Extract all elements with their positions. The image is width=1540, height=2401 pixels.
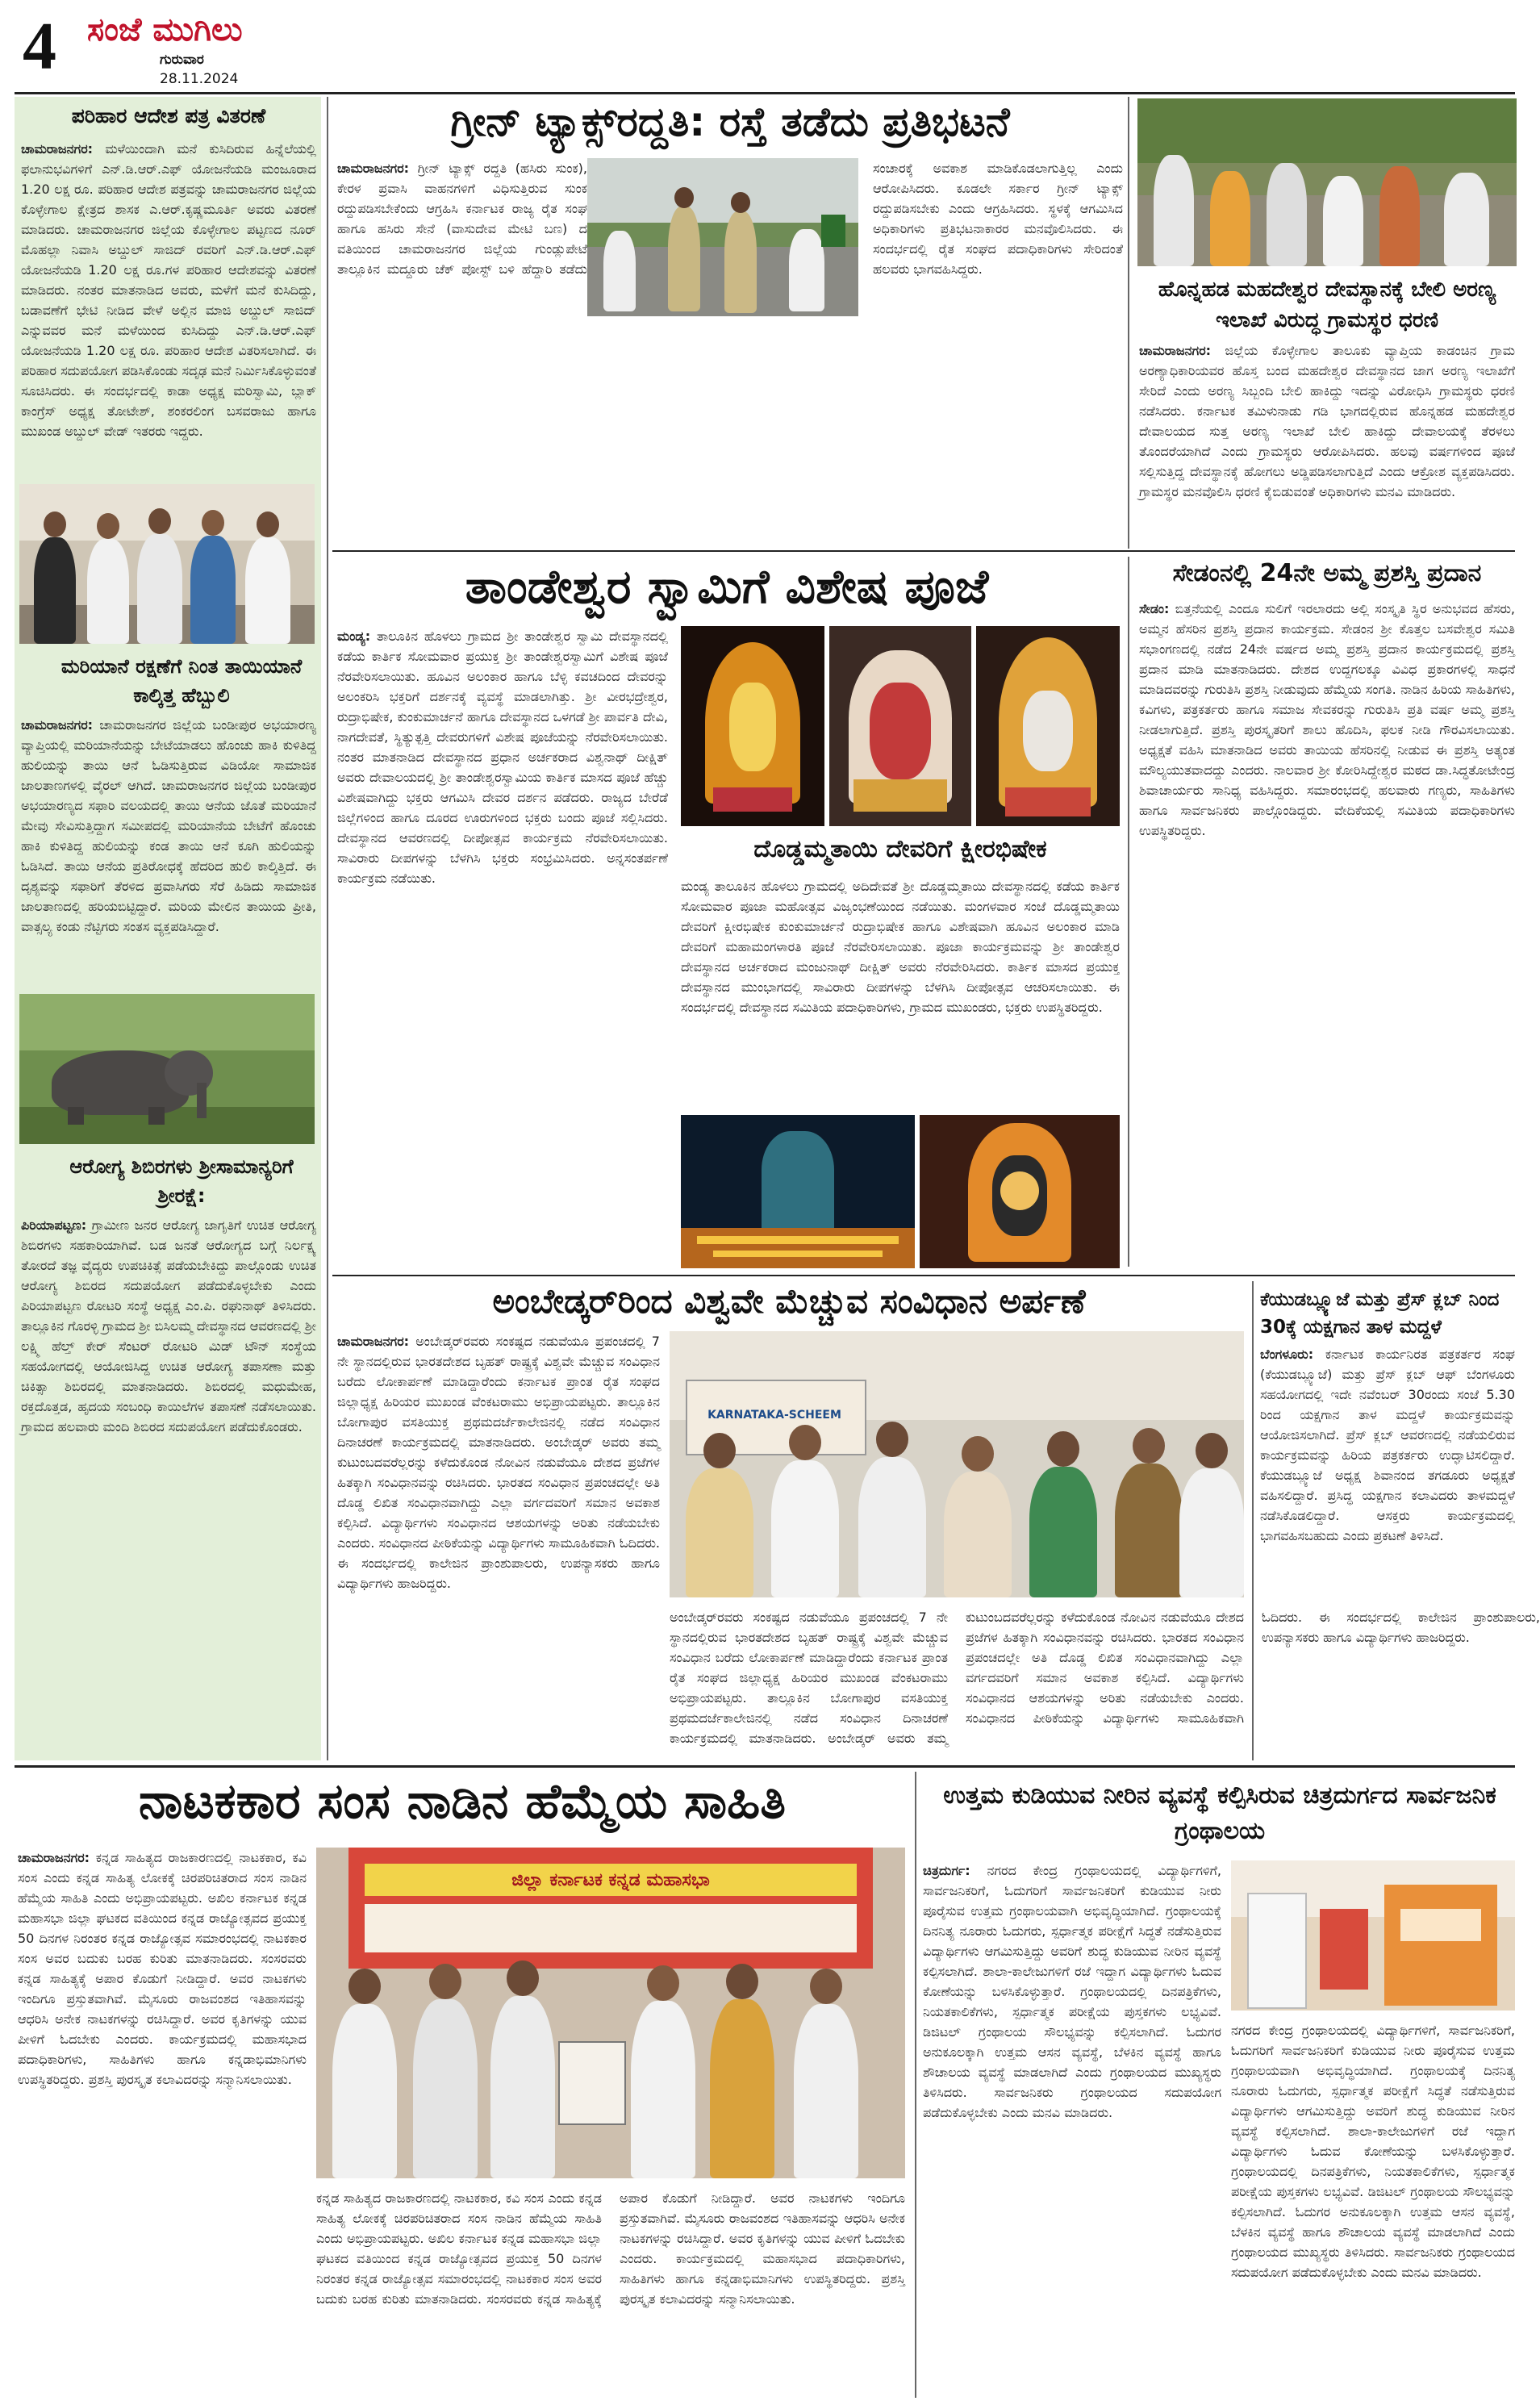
headline-keyudbukki: ಕೆಯುಡಬ್ಲ್ಯೂಜೆ ಮತ್ತು ಪ್ರೆಸ್ ಕ್ಲಬ್ ನಿಂದ 30ಕ್ಕೆ ಯಕ್ಷಗಾನ ತಾಳ ಮದ್ದಳೆ bbox=[1260, 1289, 1500, 1338]
dateline: ಚಾಮರಾಜನಗರ: bbox=[337, 1334, 410, 1349]
photo-water-purifier bbox=[1231, 1860, 1515, 2011]
photo-protest bbox=[587, 158, 858, 316]
page-number: 4 bbox=[23, 9, 56, 84]
article-body: ಗ್ರೀನ್ ಟ್ಯಾಕ್ಸ್ ರದ್ದತಿ (ಹಸಿರು ಸುಂಕ), ಕೇರಳ ಪ್ರವಾಸಿ ವಾಹನಗಳಿಗೆ ವಿಧಿಸುತ್ತಿರುವ ಸುಂಕ ರದ್ದುಪಡಿಸಬೇಕೆಂದು ಆಗ್ರಹಿಸಿ ಕರ್ನಾಟಕ ರಾಜ್ಯ ರೈತ ಸಂಘ ಹಾಗೂ ಹಸಿರು ಸೇನೆ (ವಾಸುದೇವ ಮೇಟಿ ಬಣ) ದ ವತಿಯಿಂದ ಚಾಮರಾಜನಗರ ಜಿಲ್ಲೆಯ ಗುಂಡ್ಲುಪೇಟೆ ತಾಲ್ಲೂಕಿನ ಮದ್ದೂರು ಚೆಕ್ ಪೋಸ್ಟ್ ಬಳಿ ಹೆದ್ದಾರಿ ತಡೆದು ಸಂಚಾರಕ್ಕೆ ಅವಕಾಶ ಮಾಡಿಕೊಡಲಾಗುತ್ತಿಲ್ಲ ಎಂದು ಆರೋಪಿಸಿದರು. ಕೂಡಲೇ ಸರ್ಕಾರ ಗ್ರೀನ್ ಟ್ಯಾಕ್ಸ್ ರದ್ದುಪಡಿಸಬೇಕು ಎಂದು ಆಗ್ರಹಿಸಿದರು. ಸ್ಥಳಕ್ಕೆ ಆಗಮಿಸಿದ ಅಧಿಕಾರಿಗಳು ಪ್ರತಿಭಟನಾಕಾರರ ಮನವೊಲಿಸಿದರು. ಈ ಸಂದರ್ಭದಲ್ಲಿ ರೈತ ಸಂಘದ ಪದಾಧಿಕಾರಿಗಳು ಸೇರಿದಂತೆ ಹಲವರು ಭಾಗವಹಿಸಿದ್ದರು. bbox=[337, 161, 1123, 277]
article-uttama-continued bbox=[1231, 2020, 1515, 2396]
photo-villagers-protest bbox=[1137, 98, 1517, 266]
weekday: ಗುರುವಾರ bbox=[160, 52, 204, 68]
headline-ambedkar: ಅಂಬೇಡ್ಕರ್‌ರಿಂದ ವಿಶ್ವವೇ ಮೆಚ್ಚುವ ಸಂವಿಧಾನ ಅರ್ಪಣೆ bbox=[492, 1281, 1086, 1321]
article-ambedkar-continued bbox=[670, 1607, 1540, 1757]
masthead-rule bbox=[15, 92, 1515, 94]
headline-natakakara: ನಾಟಕಕಾರ ಸಂಸ ನಾಡಿನ ಹೆಮ್ಮೆಯ ಸಾಹಿತಿ bbox=[138, 1773, 787, 1830]
article-body: ಕನ್ನಡ ಸಾಹಿತ್ಯದ ರಾಜಕಾರಣದಲ್ಲಿ ನಾಟಕಕಾರ, ಕವಿ ಸಂಸ ಎಂದು ಕನ್ನಡ ಸಾಹಿತ್ಯ ಲೋಕಕ್ಕೆ ಚಿರಪರಿಚಿತರಾದ ಸಂಸ ನಾಡಿನ ಹೆಮ್ಮೆಯ ಸಾಹಿತಿ ಎಂದು ಅಭಿಪ್ರಾಯಪಟ್ಟರು. ಅಖಿಲ ಕರ್ನಾಟಕ ಕನ್ನಡ ಮಹಾಸಭಾ ಜಿಲ್ಲಾ ಘಟಕದ ವತಿಯಿಂದ ಕನ್ನಡ ರಾಜ್ಯೋತ್ಸವದ ಪ್ರಯುಕ್ತ 50 ದಿನಗಳ ನಿರಂತರ ಕನ್ನಡ ರಾಜ್ಯೋತ್ಸವ ಸಮಾರಂಭದಲ್ಲಿ ನಾಟಕಕಾರ ಸಂಸ ಅವರ ಬದುಕು ಬರಹ ಕುರಿತು ಮಾತನಾಡಿದರು. ಸಂಸರವರು ಕನ್ನಡ ಸಾಹಿತ್ಯಕ್ಕೆ ಅಪಾರ ಕೊಡುಗೆ ನೀಡಿದ್ದಾರೆ. ಅವರ ನಾಟಕಗಳು ಇಂದಿಗೂ ಪ್ರಸ್ತುತವಾಗಿವೆ. ಮೈಸೂರು ರಾಜವಂಶದ ಇತಿಹಾಸವನ್ನು ಆಧರಿಸಿ ಅನೇಕ ನಾಟಕಗಳನ್ನು ರಚಿಸಿದ್ದಾರೆ. ಅವರ ಕೃತಿಗಳನ್ನು ಯುವ ಪೀಳಿಗೆ ಓದಬೇಕು ಎಂದರು. ಕಾರ್ಯಕ್ರಮದಲ್ಲಿ ಮಹಾಸಭಾದ ಪದಾಧಿಕಾರಿಗಳು, ಸಾಹಿತಿಗಳು ಹಾಗೂ ಕನ್ನಡಾಭಿಮಾನಿಗಳು ಉಪಸ್ಥಿತರಿದ್ದರು. ಪ್ರಶಸ್ತಿ ಪುರಸ್ಕೃತ ಕಲಾವಿದರನ್ನು ಸನ್ಮಾನಿಸಲಾಯಿತು. bbox=[18, 1850, 307, 2087]
section-rule bbox=[332, 550, 1515, 552]
headline-mariyane: ಮರಿಯಾನೆ ರಕ್ಷಣೆಗೆ ನಿಂತ ತಾಯಿಯಾನೆ ಕಾಲ್ಕಿತ್ತ ಹೆಬ್ಬುಲಿ bbox=[61, 655, 303, 707]
headline-seedanalli: ಸೇಡಂನಲ್ಲಿ 24ನೇ ಅಮ್ಮ ಪ್ರಶಸ್ತಿ ಪ್ರದಾನ bbox=[1172, 559, 1482, 587]
article-keyudbukki bbox=[1260, 1344, 1515, 1759]
headline-arogya: ಆರೋಗ್ಯ ಶಿಬಿರಗಳು ಶ್ರೀಸಾಮಾನ್ಯರಿಗೆ ಶ್ರೀರಕ್ಷೆ: bbox=[69, 1155, 294, 1207]
dateline: ಬೆಂಗಳೂರು: bbox=[1260, 1347, 1314, 1362]
article-ambedkar bbox=[337, 1331, 660, 1759]
headline-honnahada: ಹೊನ್ನಹಡ ಮಹದೇಶ್ವರ ದೇವಸ್ಥಾನಕ್ಕೆ ಬೇಲಿ ಅರಣ್ಯ ಇಲಾಖೆ ವಿರುದ್ಧ ಗ್ರಾಮಸ್ಥರ ಧರಣಿ bbox=[1158, 278, 1496, 332]
dateline: ಚಾಮರಾಜನಗರ: bbox=[1139, 343, 1212, 358]
article-natakakara-continued bbox=[316, 2188, 905, 2396]
article-arogya bbox=[21, 1215, 316, 1756]
photo-deity-2 bbox=[829, 626, 971, 826]
article-seedanalli bbox=[1139, 599, 1515, 1268]
headline-green-tax: ಗ್ರೀನ್ ಟ್ಯಾಕ್ಸ್‌ರದ್ದತಿ: ರಸ್ತೆ ತಡೆದು ಪ್ರತಿಭಟನೆ bbox=[450, 98, 1010, 145]
article-body: ಬಿತ್ತನೆಯಲ್ಲಿ ಎಂದೂ ಸುಲಿಗೆ ಇರಲಾರದು ಅಲ್ಲಿ ಸಂಸ್ಕೃತಿ ಸ್ಥಿರ ಅನುಭವದ ಹೆಸರು, ಅಮ್ಮನ ಹೆಸರಿನ ಪ್ರಶಸ್ತಿ ಪ್ರದಾನ ಕಾರ್ಯಕ್ರಮ. ಸೇಡಂನ ಶ್ರೀ ಕೊತ್ತಲ ಬಸವೇಶ್ವರ ಸಮಿತಿ ಸಭಾಂಗಣದಲ್ಲಿ ನಡೆದ 24ನೇ ವರ್ಷದ ಅಮ್ಮ ಪ್ರಶಸ್ತಿ ಪ್ರದಾನ ಕಾರ್ಯಕ್ರಮದಲ್ಲಿ ಪ್ರಶಸ್ತಿ ಪ್ರದಾನ ಮಾಡಿ ಮಾತನಾಡಿದರು. ದೇಶದ ಉದ್ದಗಲಕ್ಕೂ ವಿವಿಧ ಪ್ರಕಾರಗಳಲ್ಲಿ ಸಾಧನೆ ಮಾಡಿದವರನ್ನು ಗುರುತಿಸಿ ಪ್ರಶಸ್ತಿ ನೀಡುವುದು ಹೆಮ್ಮೆಯ ಸಂಗತಿ. ನಾಡಿನ ಹಿರಿಯ ಸಾಹಿತಿಗಳು, ಕವಿಗಳು, ಪತ್ರಕರ್ತರು ಹಾಗೂ ಸಮಾಜ ಸೇವಕರನ್ನು ಗುರುತಿಸಿ ಪ್ರತಿ ವರ್ಷ ಅಮ್ಮ ಪ್ರಶಸ್ತಿ ನೀಡಲಾಗುತ್ತಿದೆ. ಪ್ರಶಸ್ತಿ ಪುರಸ್ಕೃತರಿಗೆ ಶಾಲು ಹೊದಿಸಿ, ಫಲಕ ನೀಡಿ ಗೌರವಿಸಲಾಯಿತು. ಅಧ್ಯಕ್ಷತೆ ವಹಿಸಿ ಮಾತನಾಡಿದ ಅವರು ತಾಯಿಯ ಹೆಸರಿನಲ್ಲಿ ನೀಡುವ ಈ ಪ್ರಶಸ್ತಿ ಅತ್ಯಂತ ಮೌಲ್ಯಯುತವಾದದ್ದು ಎಂದರು. ನಾಲವಾರ ಶ್ರೀ ಕೋರಿಸಿದ್ದೇಶ್ವರ ಮಠದ ಡಾ.ಸಿದ್ಧತೋಟೇಂದ್ರ ಶಿವಾಚಾರ್ಯರು ಸಾನಿಧ್ಯ ವಹಿಸಿದ್ದರು. ಸಮಾರಂಭದಲ್ಲಿ ಹಲವಾರು ಗಣ್ಯರು, ಸಾಹಿತಿಗಳು ಹಾಗೂ ಸಾರ್ವಜನಿಕರು ಪಾಲ್ಗೊಂಡಿದ್ದರು. ವೇದಿಕೆಯಲ್ಲಿ ಸಮಿತಿಯ ಪದಾಧಿಕಾರಿಗಳು ಉಪಸ್ಥಿತರಿದ್ದರು. bbox=[1139, 601, 1515, 838]
headline-parihara: ಪರಿಹಾರ ಆದೇಶ ಪತ್ರ ವಿತರಣೆ bbox=[71, 104, 266, 127]
dateline: ಚಾಮರಾಜನಗರ: bbox=[18, 1850, 90, 1865]
masthead bbox=[15, 6, 313, 90]
photo-certificate-handover bbox=[19, 484, 315, 644]
section-rule bbox=[15, 1765, 1515, 1768]
paper-logo: ಸಂಜೆ ಮುಗಿಲು bbox=[87, 11, 243, 48]
article-parihara bbox=[21, 139, 316, 478]
headline-tandeshwara: ತಾಂಡೇಶ್ವರ ಸ್ವಾಮಿಗೆ ವಿಶೇಷ ಪೂಜೆ bbox=[465, 559, 989, 614]
column-divider bbox=[327, 97, 328, 1760]
headline-doddammathayi: ದೊಡ್ಡಮ್ಮತಾಯಿ ದೇವರಿಗೆ ಕ್ಷೀರಭಿಷೇಕ bbox=[753, 835, 1047, 863]
article-body: ತಾಲೂಕಿನ ಹೊಳಲು ಗ್ರಾಮದ ಶ್ರೀ ತಾಂಡೇಶ್ವರ ಸ್ವಾಮಿ ದೇವಸ್ಥಾನದಲ್ಲಿ ಕಡೆಯ ಕಾರ್ತಿಕ ಸೋಮವಾರ ಪ್ರಯುಕ್ತ ಶ್ರೀ ತಾಂಡೇಶ್ವರಸ್ವಾಮಿಗೆ ವಿಶೇಷ ಪೂಜೆ ನೆರವೇರಿಸಲಾಯಿತು. ಹೂವಿನ ಅಲಂಕಾರ ಹಾಗೂ ಬೆಳ್ಳಿ ಕವಚದಿಂದ ದೇವರನ್ನು ಅಲಂಕರಿಸಿ ಭಕ್ತರಿಗೆ ದರ್ಶನಕ್ಕೆ ವ್ಯವಸ್ಥೆ ಮಾಡಲಾಗಿತ್ತು. ಶ್ರೀ ವೀರಭದ್ರೇಶ್ವರ, ರುದ್ರಾಭಿಷೇಕ, ಕುಂಕುಮಾರ್ಚನೆ ಹಾಗೂ ದೇವಸ್ಥಾನದ ಒಳಗಡೆ ಶ್ರೀ ಪಾರ್ವತಿ ದೇವಿ, ನಾಗದೇವತೆ, ಸ್ಥಿತ್ಯುತ್ಪತ್ತಿ ದೇವರುಗಳಿಗೆ ವಿಶೇಷ ಪೂಜೆಯನ್ನು ನೆರವೇರಿಸಲಾಯಿತು. ನಂತರ ಮಾತನಾಡಿದ ದೇವಸ್ಥಾನದ ಪ್ರಧಾನ ಅರ್ಚಕರಾದ ವಿಶ್ವನಾಥ್ ದೀಕ್ಷಿತ್ ಅವರು ದೇವಾಲಯದಲ್ಲಿ ಶ್ರೀ ತಾಂಡೇಶ್ವರಸ್ವಾಮಿಯ ಕಾರ್ತಿಕ ಮಾಸದ ಪೂಜೆ ಹೆಚ್ಚು ವಿಶೇಷವಾಗಿದ್ದು ಭಕ್ತರು ಆಗಮಿಸಿ ದೇವರ ದರ್ಶನ ಪಡೆದರು. ರಾಜ್ಯದ ಬೇರೆಡೆ ಜಿಲ್ಲೆಗಳಿಂದ ಹಾಗೂ ದೂರದ ಊರುಗಳಿಂದ ಭಕ್ತರು ಬಂದು ಪೂಜೆ ಸಲ್ಲಿಸಿದರು. ದೇವಸ್ಥಾನದ ಆವರಣದಲ್ಲಿ ದೀಪೋತ್ಸವ ಕಾರ್ಯಕ್ರಮ ನೆರವೇರಿಸಲಾಯಿತು. ಸಾವಿರಾರು ದೀಪಗಳನ್ನು ಬೆಳಗಿಸಿ ಭಕ್ತರು ಸಂಭ್ರಮಿಸಿದರು. ಅನ್ನಸಂತರ್ಪಣೆ ಕಾರ್ಯಕ್ರಮ ನಡೆಯಿತು. bbox=[337, 628, 668, 886]
dateline: ಚಾಮರಾಜನಗರ: bbox=[21, 141, 94, 157]
column-divider bbox=[1128, 557, 1129, 1267]
article-doddammathayi bbox=[681, 876, 1120, 1110]
dateline: ಚಾಮರಾಜನಗರ: bbox=[21, 717, 94, 733]
dateline: ಪಿರಿಯಾಪಟ್ಟಣ: bbox=[21, 1217, 87, 1233]
article-body: ಕರ್ನಾಟಕ ಕಾರ್ಯನಿರತ ಪತ್ರಕರ್ತರ ಸಂಘ (ಕೆಯುಡಬ್ಲ್ಯೂಜೆ) ಮತ್ತು ಪ್ರೆಸ್ ಕ್ಲಬ್ ಆಫ್ ಬೆಂಗಳೂರು ಸಹಯೋಗದಲ್ಲಿ ಇದೇ ನವೆಂಬರ್ 30ರಂದು ಸಂಜೆ 5.30 ರಿಂದ ಯಕ್ಷಗಾನ ತಾಳ ಮದ್ದಳೆ ಕಾರ್ಯಕ್ರಮವನ್ನು ಆಯೋಜಿಸಲಾಗಿದೆ. ಪ್ರೆಸ್ ಕ್ಲಬ್ ಆವರಣದಲ್ಲಿ ನಡೆಯಲಿರುವ ಕಾರ್ಯಕ್ರಮವನ್ನು ಹಿರಿಯ ಪತ್ರಕರ್ತರು ಉದ್ಘಾಟಿಸಲಿದ್ದಾರೆ. ಕೆಯುಡಬ್ಲ್ಯೂಜೆ ಅಧ್ಯಕ್ಷ ಶಿವಾನಂದ ತಗಡೂರು ಅಧ್ಯಕ್ಷತೆ ವಹಿಸಲಿದ್ದಾರೆ. ಪ್ರಸಿದ್ಧ ಯಕ್ಷಗಾನ ಕಲಾವಿದರು ತಾಳಮದ್ದಳೆ ನಡೆಸಿಕೊಡಲಿದ್ದಾರೆ. ಆಸಕ್ತರು ಕಾರ್ಯಕ್ರಮದಲ್ಲಿ ಭಾಗವಹಿಸಬಹುದು ಎಂದು ಪ್ರಕಟಣೆ ತಿಳಿಸಿದೆ. bbox=[1260, 1347, 1515, 1543]
dateline: ಮಂಡ್ಯ: bbox=[337, 628, 371, 644]
photo-deity-1 bbox=[681, 626, 824, 826]
column-divider bbox=[1252, 1281, 1254, 1760]
headline-uttama: ಉತ್ತಮ ಕುಡಿಯುವ ನೀರಿನ ವ್ಯವಸ್ಥೆ ಕಲ್ಪಿಸಿರುವ ಚಿತ್ರದುರ್ಗದ ಸಾರ್ವಜನಿಕ ಗ್ರಂಥಾಲಯ bbox=[943, 1781, 1496, 1845]
photo-elephant bbox=[19, 994, 315, 1144]
article-body: ಮಳೆಯಿಂದಾಗಿ ಮನೆ ಕುಸಿದಿರುವ ಹಿನ್ನೆಲೆಯಲ್ಲಿ ಫಲಾನುಭವಿಗಳಿಗೆ ಎನ್.ಡಿ.ಆರ್.ಎಫ್ ಯೋಜನೆಯಡಿ ಮಂಜೂರಾದ 1.20 ಲಕ್ಷ ರೂ. ಪರಿಹಾರ ಆದೇಶ ಪತ್ರವನ್ನು ಚಾಮರಾಜನಗರ ಜಿಲ್ಲೆಯ ಕೊಳ್ಳೇಗಾಲ ಕ್ಷೇತ್ರದ ಶಾಸಕ ಎ.ಆರ್.ಕೃಷ್ಣಮೂರ್ತಿ ಅವರು ವಿತರಣೆ ಮಾಡಿದರು. ಚಾಮರಾಜನಗರ ಜಿಲ್ಲೆಯ ಕೊಳ್ಳೇಗಾಲ ಪಟ್ಟಣದ ನೂರ್ ಮೊಹಲ್ಲಾ ನಿವಾಸಿ ಅಬ್ದುಲ್ ಸಾಜಿದ್ ರವರಿಗೆ ಎನ್.ಡಿ.ಆರ್.ಎಫ್ ಯೋಜನೆಯಡಿ 1.20 ಲಕ್ಷ ರೂ.ಗಳ ಪರಿಹಾರ ಆದೇಶವನ್ನು ವಿತರಣೆ ಮಾಡಿದರು. ನಂತರ ಮಾತನಾಡಿದ ಅವರು, ಮಳೆಗೆ ಮನೆ ಕುಸಿದಿದ್ದು, ಬಡಾವಣೆಗೆ ಭೇಟಿ ನೀಡಿದ ವೇಳೆ ಅಲ್ಲಿನ ಮಾಜಿ ಅಬ್ದುಲ್ ಸಾಜಿದ್ ಎನ್ನುವವರ ಮನೆ ಮಳೆಯಿಂದ ಕುಸಿದಿದ್ದು ಎನ್.ಡಿ.ಆರ್.ಎಫ್ ಯೋಜನೆಯಡಿ 1.20 ಲಕ್ಷ ರೂ. ಪರಿಹಾರ ಆದೇಶ ವಿತರಿಸಲಾಗಿದೆ. ಈ ಪರಿಹಾರ ಸದುಪಯೋಗ ಪಡಿಸಿಕೊಂಡು ಸದೃಢ ಮನೆ ನಿರ್ಮಿಸಿಕೊಳ್ಳುವಂತೆ ಸೂಚಿಸಿದರು. ಈ ಸಂದರ್ಭದಲ್ಲಿ ಕಾಡಾ ಅಧ್ಯಕ್ಷ ಮರಿಸ್ವಾಮಿ, ಬ್ಲಾಕ್ ಕಾಂಗ್ರೆಸ್ ಅಧ್ಯಕ್ಷ ತೋಟೇಶ್, ಶಂಕರಲಿಂಗ ಬಸವರಾಜು ಹಾಗೂ ಮುಖಂಡ ಅಬ್ದುಲ್ ವೇಡ್ ಇತರರು ಇದ್ದರು. bbox=[21, 141, 316, 439]
banner-text: ಜಿಲ್ಲಾ ಕರ್ನಾಟಕ ಕನ್ನಡ ಮಹಾಸಭಾ bbox=[511, 1870, 710, 1890]
dateline: ಚಿತ್ರದುರ್ಗ: bbox=[923, 1863, 970, 1878]
article-honnahada bbox=[1139, 340, 1515, 542]
article-body: ಜಿಲ್ಲೆಯ ಕೊಳ್ಳೇಗಾಲ ತಾಲೂಕು ವ್ಯಾಪ್ತಿಯ ಕಾಡಂಚಿನ ಗ್ರಾಮ ಅರಣ್ಯಾಧಿಕಾರಿಯವರ ಹೊಸ್ತ ಬಂದ ಮಹದೇಶ್ವರ ದೇವಸ್ಥಾನದ ಜಾಗ ಅರಣ್ಯ ಇಲಾಖೆಗೆ ಸೇರಿದೆ ಎಂದು ಅರಣ್ಯ ಸಿಬ್ಬಂದಿ ಬೇಲಿ ಹಾಕಿದ್ದು ಇದನ್ನು ವಿರೋಧಿಸಿ ಗ್ರಾಮಸ್ಥರು ಧರಣಿ ನಡೆಸಿದರು. ಕರ್ನಾಟಕ ತಮಿಳುನಾಡು ಗಡಿ ಭಾಗದಲ್ಲಿರುವ ಹೊನ್ನಹಡ ಮಹದೇಶ್ವರ ದೇವಾಲಯದ ಸುತ್ತ ಅರಣ್ಯ ಇಲಾಖೆ ಬೇಲಿ ಹಾಕಿದ್ದು ದೇವಾಲಯಕ್ಕೆ ತೆರಳಲು ತೊಂದರೆಯಾಗಿದೆ ಎಂದು ಗ್ರಾಮಸ್ಥರು ಆರೋಪಿಸಿದರು. ಹಲವು ವರ್ಷಗಳಿಂದ ಪೂಜೆ ಸಲ್ಲಿಸುತ್ತಿದ್ದ ದೇವಸ್ಥಾನಕ್ಕೆ ಹೋಗಲು ಅಡ್ಡಿಪಡಿಸಲಾಗುತ್ತಿದೆ ಎಂದು ಆಕ್ರೋಶ ವ್ಯಕ್ತಪಡಿಸಿದರು. ಗ್ರಾಮಸ್ಥರ ಮನವೊಲಿಸಿ ಧರಣಿ ಕೈಬಿಡುವಂತೆ ಅಧಿಕಾರಿಗಳು ಮನವಿ ಮಾಡಿದರು. bbox=[1139, 343, 1515, 499]
photo-mahasabha-event bbox=[316, 1848, 905, 2178]
column-divider bbox=[915, 1772, 916, 2398]
column-divider bbox=[1128, 97, 1129, 549]
article-body: ಕನ್ನಡ ಸಾಹಿತ್ಯದ ರಾಜಕಾರಣದಲ್ಲಿ ನಾಟಕಕಾರ, ಕವಿ ಸಂಸ ಎಂದು ಕನ್ನಡ ಸಾಹಿತ್ಯ ಲೋಕಕ್ಕೆ ಚಿರಪರಿಚಿತರಾದ ಸಂಸ ನಾಡಿನ ಹೆಮ್ಮೆಯ ಸಾಹಿತಿ ಎಂದು ಅಭಿಪ್ರಾಯಪಟ್ಟರು. ಅಖಿಲ ಕರ್ನಾಟಕ ಕನ್ನಡ ಮಹಾಸಭಾ ಜಿಲ್ಲಾ ಘಟಕದ ವತಿಯಿಂದ ಕನ್ನಡ ರಾಜ್ಯೋತ್ಸವದ ಪ್ರಯುಕ್ತ 50 ದಿನಗಳ ನಿರಂತರ ಕನ್ನಡ ರಾಜ್ಯೋತ್ಸವ ಸಮಾರಂಭದಲ್ಲಿ ನಾಟಕಕಾರ ಸಂಸ ಅವರ ಬದುಕು ಬರಹ ಕುರಿತು ಮಾತನಾಡಿದರು. ಸಂಸರವರು ಕನ್ನಡ ಸಾಹಿತ್ಯಕ್ಕೆ ಅಪಾರ ಕೊಡುಗೆ ನೀಡಿದ್ದಾರೆ. ಅವರ ನಾಟಕಗಳು ಇಂದಿಗೂ ಪ್ರಸ್ತುತವಾಗಿವೆ. ಮೈಸೂರು ರಾಜವಂಶದ ಇತಿಹಾಸವನ್ನು ಆಧರಿಸಿ ಅನೇಕ ನಾಟಕಗಳನ್ನು ರಚಿಸಿದ್ದಾರೆ. ಅವರ ಕೃತಿಗಳನ್ನು ಯುವ ಪೀಳಿಗೆ ಓದಬೇಕು ಎಂದರು. ಕಾರ್ಯಕ್ರಮದಲ್ಲಿ ಮಹಾಸಭಾದ ಪದಾಧಿಕಾರಿಗಳು, ಸಾಹಿತಿಗಳು ಹಾಗೂ ಕನ್ನಡಾಭಿಮಾನಿಗಳು ಉಪಸ್ಥಿತರಿದ್ದರು. ಪ್ರಶಸ್ತಿ ಪುರಸ್ಕೃತ ಕಲಾವಿದರನ್ನು ಸನ್ಮಾನಿಸಲಾಯಿತು. bbox=[316, 2190, 905, 2307]
photo-deity-4 bbox=[920, 1115, 1120, 1268]
photo-constitution-day bbox=[670, 1331, 1244, 1597]
section-rule bbox=[332, 1275, 1515, 1276]
date: 28.11.2024 bbox=[160, 71, 239, 87]
article-body: ನಗರದ ಕೇಂದ್ರ ಗ್ರಂಥಾಲಯದಲ್ಲಿ ವಿದ್ಯಾರ್ಥಿಗಳಿಗೆ, ಸಾರ್ವಜನಿಕರಿಗೆ, ಓದುಗರಿಗೆ ಸಾರ್ವಜನಿಕರಿಗೆ ಕುಡಿಯುವ ನೀರು ಪೂರೈಸುವ ಉತ್ತಮ ಗ್ರಂಥಾಲಯವಾಗಿ ಅಭಿವೃದ್ಧಿಯಾಗಿದೆ. ಗ್ರಂಥಾಲಯಕ್ಕೆ ದಿನನಿತ್ಯ ನೂರಾರು ಓದುಗರು, ಸ್ಪರ್ಧಾತ್ಮಕ ಪರೀಕ್ಷೆಗೆ ಸಿದ್ಧತೆ ನಡೆಸುತ್ತಿರುವ ವಿದ್ಯಾರ್ಥಿಗಳು ಆಗಮಿಸುತ್ತಿದ್ದು ಅವರಿಗೆ ಶುದ್ಧ ಕುಡಿಯುವ ನೀರಿನ ವ್ಯವಸ್ಥೆ ಕಲ್ಪಿಸಲಾಗಿದೆ. ಶಾಲಾ-ಕಾಲೇಜುಗಳಿಗೆ ರಜೆ ಇದ್ದಾಗ ವಿದ್ಯಾರ್ಥಿಗಳು ಓದುವ ಕೋಣೆಯನ್ನು ಬಳಸಿಕೊಳ್ಳುತ್ತಾರೆ. ಗ್ರಂಥಾಲಯದಲ್ಲಿ ದಿನಪತ್ರಿಕೆಗಳು, ನಿಯತಕಾಲಿಕೆಗಳು, ಸ್ಪರ್ಧಾತ್ಮಕ ಪರೀಕ್ಷೆಯ ಪುಸ್ತಕಗಳು ಲಭ್ಯವಿವೆ. ಡಿಜಿಟಲ್ ಗ್ರಂಥಾಲಯ ಸೌಲಭ್ಯವನ್ನು ಕಲ್ಪಿಸಲಾಗಿದೆ. ಓದುಗರ ಅನುಕೂಲಕ್ಕಾಗಿ ಉತ್ತಮ ಆಸನ ವ್ಯವಸ್ಥೆ, ಬೆಳಕಿನ ವ್ಯವಸ್ಥೆ ಹಾಗೂ ಶೌಚಾಲಯ ವ್ಯವಸ್ಥೆ ಮಾಡಲಾಗಿದೆ ಎಂದು ಗ್ರಂಥಾಲಯದ ಮುಖ್ಯಸ್ಥರು ತಿಳಿಸಿದರು. ಸಾರ್ವಜನಿಕರು ಗ್ರಂಥಾಲಯದ ಸದುಪಯೋಗ ಪಡೆದುಕೊಳ್ಳಬೇಕು ಎಂದು ಮನವಿ ಮಾಡಿದರು. bbox=[1231, 2023, 1515, 2280]
article-body: ಮಂಡ್ಯ ತಾಲೂಕಿನ ಹೊಳಲು ಗ್ರಾಮದಲ್ಲಿ ಅದಿದೇವತೆ ಶ್ರೀ ದೊಡ್ಡಮ್ಮತಾಯಿ ದೇವಸ್ಥಾನದಲ್ಲಿ ಕಡೆಯ ಕಾರ್ತಿಕ ಸೋಮವಾರ ಪೂಜಾ ಮಹೋತ್ಸವ ವಿಜೃಂಭಣೆಯಿಂದ ನಡೆಯಿತು. ಮಂಗಳವಾರ ಸಂಜೆ ದೊಡ್ಡಮ್ಮತಾಯಿ ದೇವರಿಗೆ ಕ್ಷೀರಭಿಷೇಕ ಕುಂಕುಮಾರ್ಚನೆ ರುದ್ರಾಭಿಷೇಕ ಹಾಗೂ ವಿಶೇಷವಾಗಿ ಹೂವಿನ ಅಲಂಕಾರ ಮಾಡಿ ದೇವರಿಗೆ ಮಹಾಮಂಗಳಾರತಿ ಪೂಜೆ ನೆರವೇರಿಸಲಾಯಿತು. ಪೂಜಾ ಕಾರ್ಯಕ್ರಮವನ್ನು ಶ್ರೀ ತಾಂಡೇಶ್ವರ ದೇವಸ್ಥಾನದ ಅರ್ಚಕರಾದ ಮಂಜುನಾಥ್ ದೀಕ್ಷಿತ್ ಅವರು ನೆರವೇರಿಸಿದರು. ಕಾರ್ತಿಕ ಮಾಸದ ಪ್ರಯುಕ್ತ ದೇವಸ್ಥಾನದ ಮುಂಭಾಗದಲ್ಲಿ ಸಾವಿರಾರು ದೀಪಗಳನ್ನು ಬೆಳಗಿಸಿ ದೀಪೋತ್ಸವ ಆಚರಿಸಲಾಯಿತು. ಈ ಸಂದರ್ಭದಲ್ಲಿ ದೇವಸ್ಥಾನದ ಸಮಿತಿಯ ಪದಾಧಿಕಾರಿಗಳು, ಗ್ರಾಮದ ಮುಖಂಡರು, ಭಕ್ತರು ಉಪಸ್ಥಿತರಿದ್ದರು. bbox=[681, 879, 1120, 1015]
photo-temple-lamps bbox=[681, 1115, 915, 1268]
article-body: ನಗರದ ಕೇಂದ್ರ ಗ್ರಂಥಾಲಯದಲ್ಲಿ ವಿದ್ಯಾರ್ಥಿಗಳಿಗೆ, ಸಾರ್ವಜನಿಕರಿಗೆ, ಓದುಗರಿಗೆ ಸಾರ್ವಜನಿಕರಿಗೆ ಕುಡಿಯುವ ನೀರು ಪೂರೈಸುವ ಉತ್ತಮ ಗ್ರಂಥಾಲಯವಾಗಿ ಅಭಿವೃದ್ಧಿಯಾಗಿದೆ. ಗ್ರಂಥಾಲಯಕ್ಕೆ ದಿನನಿತ್ಯ ನೂರಾರು ಓದುಗರು, ಸ್ಪರ್ಧಾತ್ಮಕ ಪರೀಕ್ಷೆಗೆ ಸಿದ್ಧತೆ ನಡೆಸುತ್ತಿರುವ ವಿದ್ಯಾರ್ಥಿಗಳು ಆಗಮಿಸುತ್ತಿದ್ದು ಅವರಿಗೆ ಶುದ್ಧ ಕುಡಿಯುವ ನೀರಿನ ವ್ಯವಸ್ಥೆ ಕಲ್ಪಿಸಲಾಗಿದೆ. ಶಾಲಾ-ಕಾಲೇಜುಗಳಿಗೆ ರಜೆ ಇದ್ದಾಗ ವಿದ್ಯಾರ್ಥಿಗಳು ಓದುವ ಕೋಣೆಯನ್ನು ಬಳಸಿಕೊಳ್ಳುತ್ತಾರೆ. ಗ್ರಂಥಾಲಯದಲ್ಲಿ ದಿನಪತ್ರಿಕೆಗಳು, ನಿಯತಕಾಲಿಕೆಗಳು, ಸ್ಪರ್ಧಾತ್ಮಕ ಪರೀಕ್ಷೆಯ ಪುಸ್ತಕಗಳು ಲಭ್ಯವಿವೆ. ಡಿಜಿಟಲ್ ಗ್ರಂಥಾಲಯ ಸೌಲಭ್ಯವನ್ನು ಕಲ್ಪಿಸಲಾಗಿದೆ. ಓದುಗರ ಅನುಕೂಲಕ್ಕಾಗಿ ಉತ್ತಮ ಆಸನ ವ್ಯವಸ್ಥೆ, ಬೆಳಕಿನ ವ್ಯವಸ್ಥೆ ಹಾಗೂ ಶೌಚಾಲಯ ವ್ಯವಸ್ಥೆ ಮಾಡಲಾಗಿದೆ ಎಂದು ಗ್ರಂಥಾಲಯದ ಮುಖ್ಯಸ್ಥರು ತಿಳಿಸಿದರು. ಸಾರ್ವಜನಿಕರು ಗ್ರಂಥಾಲಯದ ಸದುಪಯೋಗ ಪಡೆದುಕೊಳ್ಳಬೇಕು ಎಂದು ಮನವಿ ಮಾಡಿದರು. bbox=[923, 1863, 1221, 2120]
article-body: ಅಂಬೇಡ್ಕರ್‌ರವರು ಸಂಕಷ್ಟದ ನಡುವೆಯೂ ಪ್ರಪಂಚದಲ್ಲಿ 7 ನೇ ಸ್ಥಾನದಲ್ಲಿರುವ ಭಾರತದೇಶದ ಬೃಹತ್ ರಾಷ್ಟ್ರಕ್ಕೆ ವಿಶ್ವವೇ ಮೆಚ್ಚುವ ಸಂವಿಧಾನ ಬರೆದು ಲೋಕಾರ್ಪಣೆ ಮಾಡಿದ್ದಾರೆಂದು ಕರ್ನಾಟಕ ಪ್ರಾಂತ ರೈತ ಸಂಘದ ಜಿಲ್ಲಾಧ್ಯಕ್ಷ ಹಿರಿಯರ ಮುಖಂಡ ವೆಂಕಟರಾಮು ಅಭಿಪ್ರಾಯಪಟ್ಟರು. ತಾಲ್ಲೂಕಿನ ಬೋಗಾಪುರ ವಸತಿಯುಕ್ತ ಪ್ರಥಮದರ್ಜೆಕಾಲೇಜಿನಲ್ಲಿ ನಡೆದ ಸಂವಿಧಾನ ದಿನಾಚರಣೆ ಕಾರ್ಯಕ್ರಮದಲ್ಲಿ ಮಾತನಾಡಿದರು. ಅಂಬೇಡ್ಕರ್ ಅವರು ತಮ್ಮ ಕುಟುಂಬದವರೆಲ್ಲರನ್ನು ಕಳೆದುಕೊಂಡ ನೋವಿನ ನಡುವೆಯೂ ದೇಶದ ಪ್ರಜೆಗಳ ಹಿತಕ್ಕಾಗಿ ಸಂವಿಧಾನವನ್ನು ರಚಿಸಿದರು. ಭಾರತದ ಸಂವಿಧಾನ ಪ್ರಪಂಚದಲ್ಲೇ ಅತಿ ದೊಡ್ಡ ಲಿಖಿತ ಸಂವಿಧಾನವಾಗಿದ್ದು ಎಲ್ಲಾ ವರ್ಗದವರಿಗೆ ಸಮಾನ ಅವಕಾಶ ಕಲ್ಪಿಸಿದೆ. ವಿದ್ಯಾರ್ಥಿಗಳು ಸಂವಿಧಾನದ ಆಶಯಗಳನ್ನು ಅರಿತು ನಡೆಯಬೇಕು ಎಂದರು. ಸಂವಿಧಾನದ ಪೀಠಿಕೆಯನ್ನು ವಿದ್ಯಾರ್ಥಿಗಳು ಸಾಮೂಹಿಕವಾಗಿ ಓದಿದರು. ಈ ಸಂದರ್ಭದಲ್ಲಿ ಕಾಲೇಜಿನ ಪ್ರಾಂಶುಪಾಲರು, ಉಪನ್ಯಾಸಕರು ಹಾಗೂ ವಿದ್ಯಾರ್ಥಿಗಳು ಹಾಜರಿದ್ದರು. bbox=[670, 1610, 1540, 1746]
article-body: ಗ್ರಾಮೀಣ ಜನರ ಆರೋಗ್ಯ ಜಾಗೃತಿಗೆ ಉಚಿತ ಆರೋಗ್ಯ ಶಿಬಿರಗಳು ಸಹಕಾರಿಯಾಗಿವೆ. ಬಡ ಜನತೆ ಆರೋಗ್ಯದ ಬಗ್ಗೆ ನಿರ್ಲಕ್ಷ್ಯ ತೋರದೆ ತಜ್ಞ ವೈದ್ಯರು ಉಪಚಿಕಿತ್ಸೆ ಪಡೆಯಬೇಕಿದ್ದು ಪಾಲ್ಗೊಂಡು ಉಚಿತ ಆರೋಗ್ಯ ಶಿಬಿರದ ಸದುಪಯೋಗ ಪಡೆದುಕೊಳ್ಳಬೇಕು ಎಂದು ಪಿರಿಯಾಪಟ್ಟಣ ರೋಟರಿ ಸಂಸ್ಥೆ ಅಧ್ಯಕ್ಷ ಎಂ.ಪಿ. ರಘುನಾಥ್ ತಿಳಿಸಿದರು. ತಾಲ್ಲೂಕಿನ ಗೊರಳ್ಳಿ ಗ್ರಾಮದ ಶ್ರೀ ಬಿಸಿಲಮ್ಮ ದೇವಸ್ಥಾನದ ಆವರಣದಲ್ಲಿ ಶ್ರೀ ಲಕ್ಷ್ಮಿ ಹೆಲ್ತ್ ಕೇರ್ ಸೆಂಟರ್ ರೋಟರಿ ಮಿಡ್ ಟೌನ್ ಸಂಸ್ಥೆಯ ಸಹಯೋಗದಲ್ಲಿ ಆಯೋಜಿಸಿದ್ದ ಉಚಿತ ಆರೋಗ್ಯ ತಪಾಸಣಾ ಮತ್ತು ಚಿಕಿತ್ಸಾ ಶಿಬಿರದಲ್ಲಿ ಮಾತನಾಡಿದರು. ಶಿಬಿರದಲ್ಲಿ ಮಧುಮೇಹ, ರಕ್ತದೊತ್ತಡ, ಹೃದಯ ಸಂಬಂಧಿ ಕಾಯಿಲೆಗಳ ತಪಾಸಣೆ ನಡೆಸಲಾಯಿತು. ಗ್ರಾಮದ ಹಲವಾರು ಮಂದಿ ಶಿಬಿರದ ಸದುಪಯೋಗ ಪಡೆದುಕೊಂಡರು. bbox=[21, 1217, 316, 1434]
article-body: ಚಾಮರಾಜನಗರ ಜಿಲ್ಲೆಯ ಬಂಡೀಪುರ ಅಭಯಾರಣ್ಯ ವ್ಯಾಪ್ತಿಯಲ್ಲಿ ಮರಿಯಾನೆಯನ್ನು ಬೇಟೆಯಾಡಲು ಹೊಂಚು ಹಾಕಿ ಕುಳಿತಿದ್ದ ಹುಲಿಯನ್ನು ತಾಯಿ ಆನೆ ಓಡಿಸುತ್ತಿರುವ ವಿಡಿಯೋ ಸಾಮಾಜಿಕ ಜಾಲತಾಣಗಳಲ್ಲಿ ವೈರಲ್ ಆಗಿದೆ. ಚಾಮರಾಜನಗರ ಜಿಲ್ಲೆಯ ಬಂಡೀಪುರ ಅಭಯಾರಣ್ಯದ ಸಫಾರಿ ವಲಯದಲ್ಲಿ ತಾಯಿ ಆನೆಯ ಜೊತೆ ಮರಿಯಾನೆ ಮೇವು ಸೇವಿಸುತ್ತಿದ್ದಾಗ ಸಮೀಪದಲ್ಲಿ ಮರಿಯಾನೆಯ ಬೇಟೆಗೆ ಹೊಂಚು ಹಾಕಿ ಕುಳಿತಿದ್ದ ಹುಲಿಯನ್ನು ಕಂಡ ತಾಯಿ ಆನೆ ಕೂಗಿ ಹುಲಿಯನ್ನು ಓಡಿಸಿದೆ. ತಾಯಿ ಆನೆಯ ಪ್ರತಿರೋಧಕ್ಕೆ ಹೆದರಿದ ಹುಲಿ ಕಾಲ್ಕಿತ್ತಿದೆ. ಈ ದೃಶ್ಯವನ್ನು ಸಫಾರಿಗೆ ತೆರಳಿದ ಪ್ರವಾಸಿಗರು ಸೆರೆ ಹಿಡಿದು ಸಾಮಾಜಿಕ ಜಾಲತಾಣದಲ್ಲಿ ಹರಿಯಬಿಟ್ಟಿದ್ದಾರೆ. ಮರಿಯ ಮೇಲಿನ ತಾಯಿಯ ಪ್ರೀತಿ, ವಾತ್ಸಲ್ಯ ಕಂಡು ನೆಟ್ಟಿಗರು ಸಂತಸ ವ್ಯಕ್ತಪಡಿಸಿದ್ದಾರೆ. bbox=[21, 717, 316, 934]
photo-deity-3 bbox=[976, 626, 1120, 826]
dateline: ಚಾಮರಾಜನಗರ: bbox=[337, 161, 410, 176]
article-natakakara bbox=[18, 1848, 307, 2396]
article-uttama bbox=[923, 1860, 1221, 2396]
banner-text: KARNATAKA-SCHEEM bbox=[707, 1409, 841, 1422]
article-mariyane bbox=[21, 715, 316, 989]
dateline: ಸೇಡಂ: bbox=[1139, 601, 1170, 616]
article-body: ಅಂಬೇಡ್ಕರ್‌ರವರು ಸಂಕಷ್ಟದ ನಡುವೆಯೂ ಪ್ರಪಂಚದಲ್ಲಿ 7 ನೇ ಸ್ಥಾನದಲ್ಲಿರುವ ಭಾರತದೇಶದ ಬೃಹತ್ ರಾಷ್ಟ್ರಕ್ಕೆ ವಿಶ್ವವೇ ಮೆಚ್ಚುವ ಸಂವಿಧಾನ ಬರೆದು ಲೋಕಾರ್ಪಣೆ ಮಾಡಿದ್ದಾರೆಂದು ಕರ್ನಾಟಕ ಪ್ರಾಂತ ರೈತ ಸಂಘದ ಜಿಲ್ಲಾಧ್ಯಕ್ಷ ಹಿರಿಯರ ಮುಖಂಡ ವೆಂಕಟರಾಮು ಅಭಿಪ್ರಾಯಪಟ್ಟರು. ತಾಲ್ಲೂಕಿನ ಬೋಗಾಪುರ ವಸತಿಯುಕ್ತ ಪ್ರಥಮದರ್ಜೆಕಾಲೇಜಿನಲ್ಲಿ ನಡೆದ ಸಂವಿಧಾನ ದಿನಾಚರಣೆ ಕಾರ್ಯಕ್ರಮದಲ್ಲಿ ಮಾತನಾಡಿದರು. ಅಂಬೇಡ್ಕರ್ ಅವರು ತಮ್ಮ ಕುಟುಂಬದವರೆಲ್ಲರನ್ನು ಕಳೆದುಕೊಂಡ ನೋವಿನ ನಡುವೆಯೂ ದೇಶದ ಪ್ರಜೆಗಳ ಹಿತಕ್ಕಾಗಿ ಸಂವಿಧಾನವನ್ನು ರಚಿಸಿದರು. ಭಾರತದ ಸಂವಿಧಾನ ಪ್ರಪಂಚದಲ್ಲೇ ಅತಿ ದೊಡ್ಡ ಲಿಖಿತ ಸಂವಿಧಾನವಾಗಿದ್ದು ಎಲ್ಲಾ ವರ್ಗದವರಿಗೆ ಸಮಾನ ಅವಕಾಶ ಕಲ್ಪಿಸಿದೆ. ವಿದ್ಯಾರ್ಥಿಗಳು ಸಂವಿಧಾನದ ಆಶಯಗಳನ್ನು ಅರಿತು ನಡೆಯಬೇಕು ಎಂದರು. ಸಂವಿಧಾನದ ಪೀಠಿಕೆಯನ್ನು ವಿದ್ಯಾರ್ಥಿಗಳು ಸಾಮೂಹಿಕವಾಗಿ ಓದಿದರು. ಈ ಸಂದರ್ಭದಲ್ಲಿ ಕಾಲೇಜಿನ ಪ್ರಾಂಶುಪಾಲರು, ಉಪನ್ಯಾಸಕರು ಹಾಗೂ ವಿದ್ಯಾರ್ಥಿಗಳು ಹಾಜರಿದ್ದರು. bbox=[337, 1334, 660, 1591]
